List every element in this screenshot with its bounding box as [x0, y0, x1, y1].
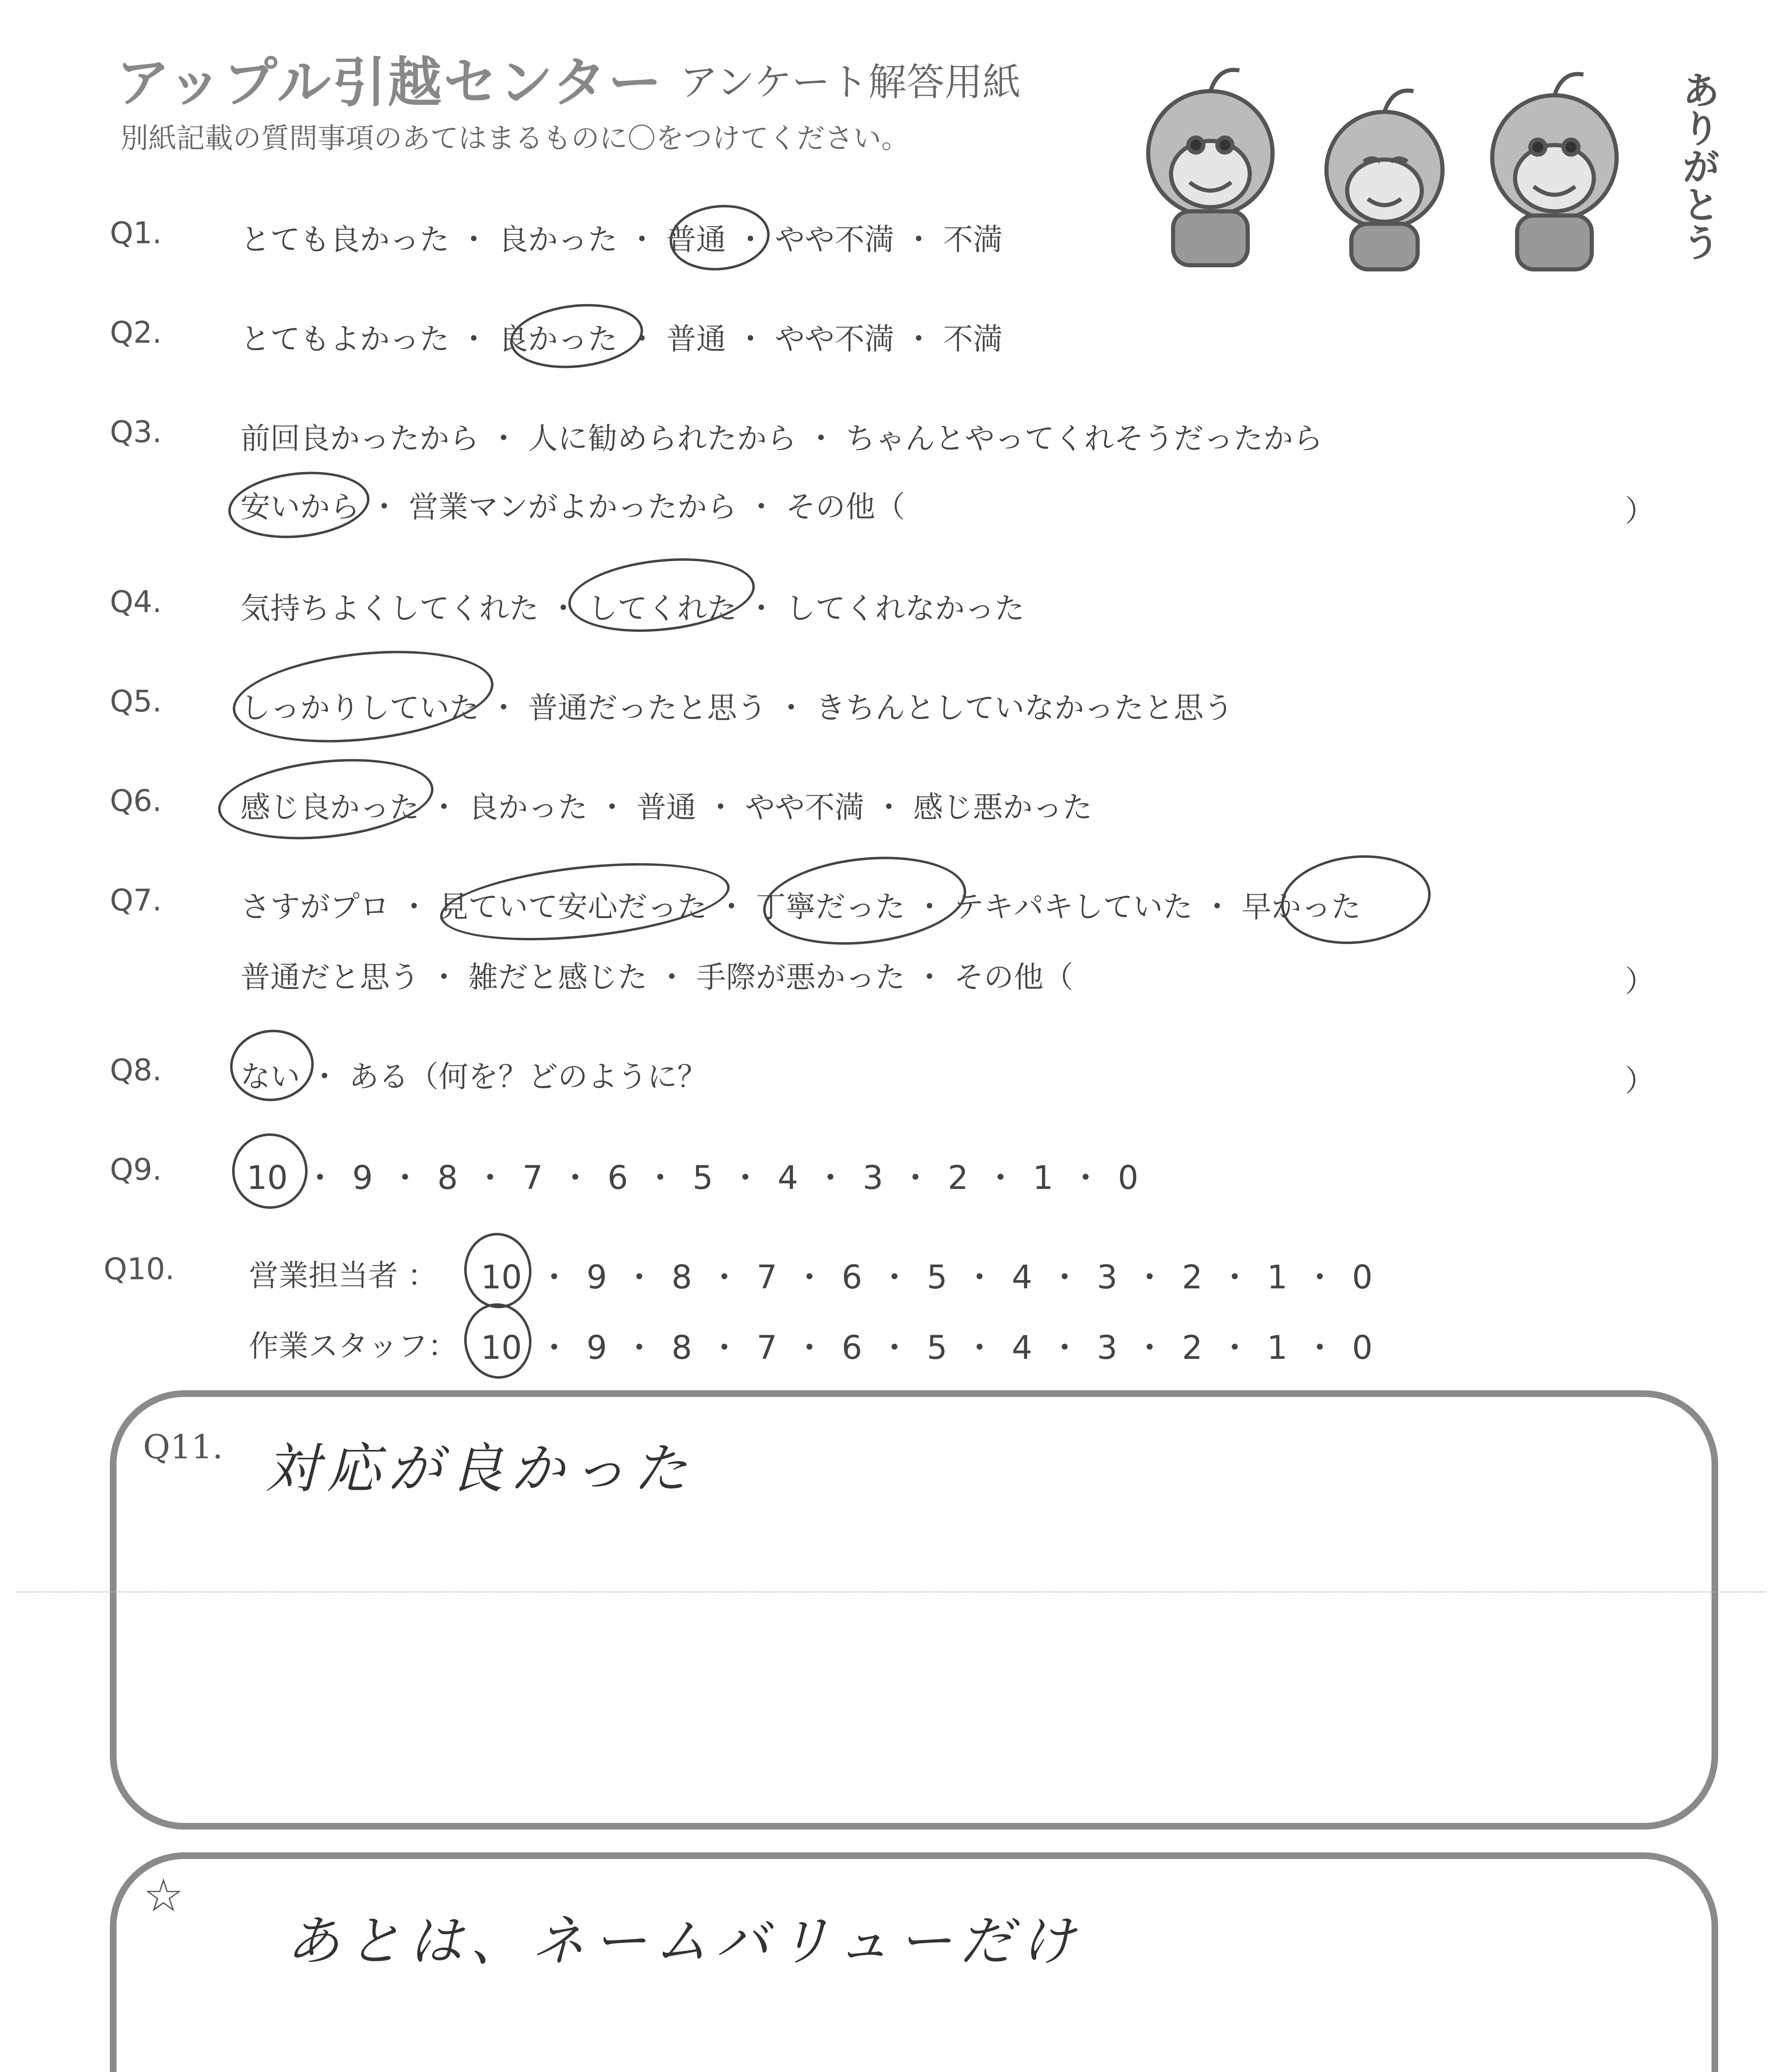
q1-options[interactable]: とても良かった ・ 良かった ・ 普通 ・ やや不満 ・ 不満 [240, 222, 1003, 257]
q5-options[interactable]: しっかりしていた ・ 普通だったと思う ・ きちんとしていなかったと思う [240, 690, 1234, 725]
q10-sales-label: 営業担当者 ： [249, 1258, 437, 1293]
q3-selection-circle [225, 465, 373, 545]
monkey-mascots-illustration [1119, 58, 1720, 274]
q9-selection-circle [228, 1130, 311, 1213]
q10-label: Q10. [104, 1251, 175, 1286]
fold-line [17, 1591, 1766, 1593]
q11-label: Q11. [143, 1428, 223, 1466]
q10-staff-selection-circle [461, 1300, 535, 1382]
q7-selection-circle-3 [1277, 848, 1435, 951]
q7-closing-paren: ） [1625, 964, 1655, 999]
mascot-caption: ありがとう [1676, 70, 1720, 261]
q9-scale[interactable]: 10 ・ 9 ・ 8 ・ 7 ・ 6 ・ 5 ・ 4 ・ 3 ・ 2 ・ 1 ・ 0 [247, 1159, 1139, 1197]
q5-label: Q5. [110, 684, 162, 719]
q3-closing-paren: ） [1625, 494, 1655, 528]
q10-sales-scale[interactable]: 10 ・ 9 ・ 8 ・ 7 ・ 6 ・ 5 ・ 4 ・ 3 ・ 2 ・ 1 ・ 0 [481, 1259, 1373, 1296]
q2-selection-circle [507, 298, 646, 375]
q7-options-line1[interactable]: さすがプロ ・ 見ていて安心だった ・ 丁寧だった ・ テキパキしていた ・ 早かった [240, 889, 1361, 924]
q1-label: Q1. [110, 215, 162, 250]
q4-label: Q4. [110, 584, 162, 619]
q3-label: Q3. [110, 414, 162, 449]
instruction-text: 別紙記載の質問事項のあてはまるものに〇をつけてください。 [120, 122, 910, 155]
form-subtitle: アンケート解答用紙 [680, 60, 1021, 104]
q5-selection-circle [228, 639, 498, 754]
comment-handwritten-answer: あとは、ネームバリューだけ [286, 1910, 1082, 1973]
q7-selection-circle-1 [436, 851, 733, 952]
q6-selection-circle [214, 749, 438, 849]
star-icon: ☆ [143, 1869, 184, 1922]
q10-staff-label: 作業スタッフ： [249, 1329, 458, 1363]
company-title: アップル引越センター [116, 51, 664, 114]
q11-handwritten-answer: 対応が良かった [265, 1437, 695, 1500]
q8-closing-paren: ） [1625, 1063, 1655, 1098]
q1-selection-circle [666, 200, 773, 275]
q2-options[interactable]: とてもよかった ・ 良かった ・ 普通 ・ やや不満 ・ 不満 [240, 322, 1003, 356]
q6-label: Q6. [110, 783, 162, 818]
q8-options[interactable]: ない ・ ある（何を？どのように？ [240, 1059, 707, 1094]
q2-label: Q2. [110, 315, 162, 350]
q7-label: Q7. [110, 883, 162, 917]
q7-options-line2[interactable]: 普通だと思う ・ 雑だと感じた ・ 手際が悪かった ・ その他（ [240, 960, 1074, 995]
q7-selection-circle-2 [759, 847, 971, 954]
q9-label: Q9. [110, 1152, 162, 1187]
q10-sales-selection-circle [461, 1230, 535, 1312]
q4-options[interactable]: 気持ちよくしてくれた ・ してくれた ・ してくれなかった [240, 591, 1025, 626]
q3-options-line2[interactable]: 安いから ・ 営業マンがよかったから ・ その他（ [240, 489, 905, 524]
q6-options[interactable]: 感じ良かった ・ 良かった ・ 普通 ・ やや不満 ・ 感じ悪かった [240, 790, 1093, 825]
q3-options-line1[interactable]: 前回良かったから ・ 人に勧められたから ・ ちゃんとやってくれそうだったから [240, 421, 1323, 456]
q8-label: Q8. [110, 1053, 162, 1087]
q10-staff-scale[interactable]: 10 ・ 9 ・ 8 ・ 7 ・ 6 ・ 5 ・ 4 ・ 3 ・ 2 ・ 1 ・ 0 [481, 1329, 1373, 1367]
